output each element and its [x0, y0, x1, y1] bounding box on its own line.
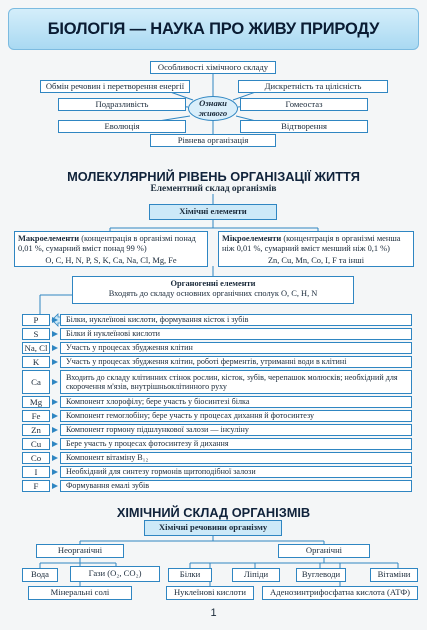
- element-symbol: F: [22, 480, 50, 492]
- molecular-subtitle: Елементний склад організмів: [150, 184, 277, 194]
- microelements-box: [218, 231, 414, 267]
- element-description: Участь у процесах збудження клітин, роботі ферментів, утриманні води в клітині: [60, 356, 412, 368]
- element-symbol: Na, Cl: [22, 342, 50, 354]
- element-symbol: Co: [22, 452, 50, 464]
- organogenic-box: [72, 276, 354, 304]
- arrow-icon: [52, 317, 58, 323]
- element-description: Компонент вітаміну B₁₂: [60, 452, 412, 464]
- organogenic-heading: Органогенні елементи: [170, 279, 256, 288]
- arrow-icon: [52, 455, 58, 461]
- arrow-icon: [52, 359, 58, 365]
- organogenic-description: Входять до складу основних органічних сполук O, C, H, N: [108, 289, 318, 299]
- element-description: Білки й нуклеїнові кислоти: [60, 328, 412, 340]
- microelements-list: Zn, Cu, Mn, Co, I, F та інші: [267, 256, 365, 266]
- element-symbol: I: [22, 466, 50, 478]
- macroelements-description: (концентрація в організмі понад 0,01 %, сумарний вміст понад 99 %): [18, 234, 196, 254]
- water-box: Вода: [22, 568, 58, 582]
- macroelements-heading: Макроелементи: [18, 234, 80, 243]
- element-description: Компонент гормону підшлункової залози — інсуліну: [60, 424, 412, 436]
- element-description: Участь у процесах збудження клітин: [60, 342, 412, 354]
- arrow-icon: [52, 441, 58, 447]
- chemical-section-title: ХІМІЧНИЙ СКЛАД ОРГАНІЗМІВ: [116, 505, 311, 520]
- element-description: Компонент хлорофілу; бере участь у біосинтезі білка: [60, 396, 412, 408]
- element-symbol: P: [22, 314, 50, 326]
- element-description: Компонент гемоглобіну; бере участь у процесах дихання й фотосинтезу: [60, 410, 412, 422]
- element-symbol: S: [22, 328, 50, 340]
- element-description: Бере участь у процесах фотосинтезу й дихання: [60, 438, 412, 450]
- mineral-salts-box: Мінеральні солі: [28, 586, 132, 600]
- element-description: Необхідний для синтезу гормонів щитоподібної залози: [60, 466, 412, 478]
- chemical-substances-header: Хімічні речовини організму: [144, 520, 282, 536]
- atp-box: Аденозинтрифосфатна кислота (АТФ): [262, 586, 418, 600]
- page-number: 1: [210, 607, 217, 619]
- feature-metabolism: Обмін речовин і перетворення енергії: [40, 80, 190, 93]
- gases-box: Гази (O₂, CO₂): [70, 566, 160, 582]
- organic-box: Органічні: [278, 544, 370, 558]
- feature-levels: Рівнева організація: [150, 134, 276, 147]
- lipids-box: Ліпіди: [232, 568, 280, 582]
- nucleic-acids-box: Нуклеїнові кислоти: [166, 586, 254, 600]
- vitamins-box: Вітаміни: [370, 568, 418, 582]
- chemical-elements-header: Хімічні елементи: [149, 204, 277, 220]
- feature-discreteness: Дискретність та цілісність: [238, 80, 388, 93]
- proteins-box: Білки: [168, 568, 212, 582]
- arrow-icon: [52, 413, 58, 419]
- feature-evolution: Еволюція: [58, 120, 186, 133]
- element-symbol: Mg: [22, 396, 50, 408]
- features-center-oval: Ознаки живого: [188, 96, 238, 121]
- arrow-icon: [52, 331, 58, 337]
- arrow-icon: [52, 399, 58, 405]
- microelements-heading: Мікроелементи: [222, 234, 282, 243]
- arrow-icon: [52, 427, 58, 433]
- feature-irritability: Подразливість: [58, 98, 186, 111]
- element-description: Формування емалі зубів: [60, 480, 412, 492]
- inorganic-box: Неорганічні: [36, 544, 124, 558]
- page-title: БІОЛОГІЯ — НАУКА ПРО ЖИВУ ПРИРОДУ: [8, 8, 419, 50]
- feature-chemical-composition: Особливості хімічного складу: [150, 61, 276, 74]
- arrow-icon: [52, 345, 58, 351]
- feature-homeostasis: Гомеостаз: [240, 98, 368, 111]
- macroelements-box: [14, 231, 208, 267]
- element-symbol: Ca: [22, 370, 50, 394]
- element-symbol: Zn: [22, 424, 50, 436]
- element-symbol: Cu: [22, 438, 50, 450]
- carbohydrates-box: Вуглеводи: [296, 568, 346, 582]
- molecular-section-title: МОЛЕКУЛЯРНИЙ РІВЕНЬ ОРГАНІЗАЦІЇ ЖИТТЯ: [67, 169, 360, 184]
- element-description: Білки, нуклеїнові кислоти, формування кісток і зубів: [60, 314, 412, 326]
- arrow-icon: [52, 483, 58, 489]
- element-symbol: K: [22, 356, 50, 368]
- element-description: Входить до складу клітинних стінок рослин, кісток, зубів, черепашок молюсків; необхідний для скорочення м'язів, внутрішньоклітинного руху: [60, 370, 412, 394]
- elements-table: [22, 314, 412, 524]
- feature-reproduction: Відтворення: [240, 120, 368, 133]
- microelements-description: (концентрація в організмі менша ніж 0,01 %, сумарний вміст менший ніж 0,1 %): [222, 234, 401, 254]
- arrow-icon: [52, 379, 58, 385]
- element-symbol: Fe: [22, 410, 50, 422]
- macroelements-list: O, C, H, N, P, S, K, Ca, Na, Cl, Mg, Fe: [45, 256, 177, 266]
- arrow-icon: [52, 469, 58, 475]
